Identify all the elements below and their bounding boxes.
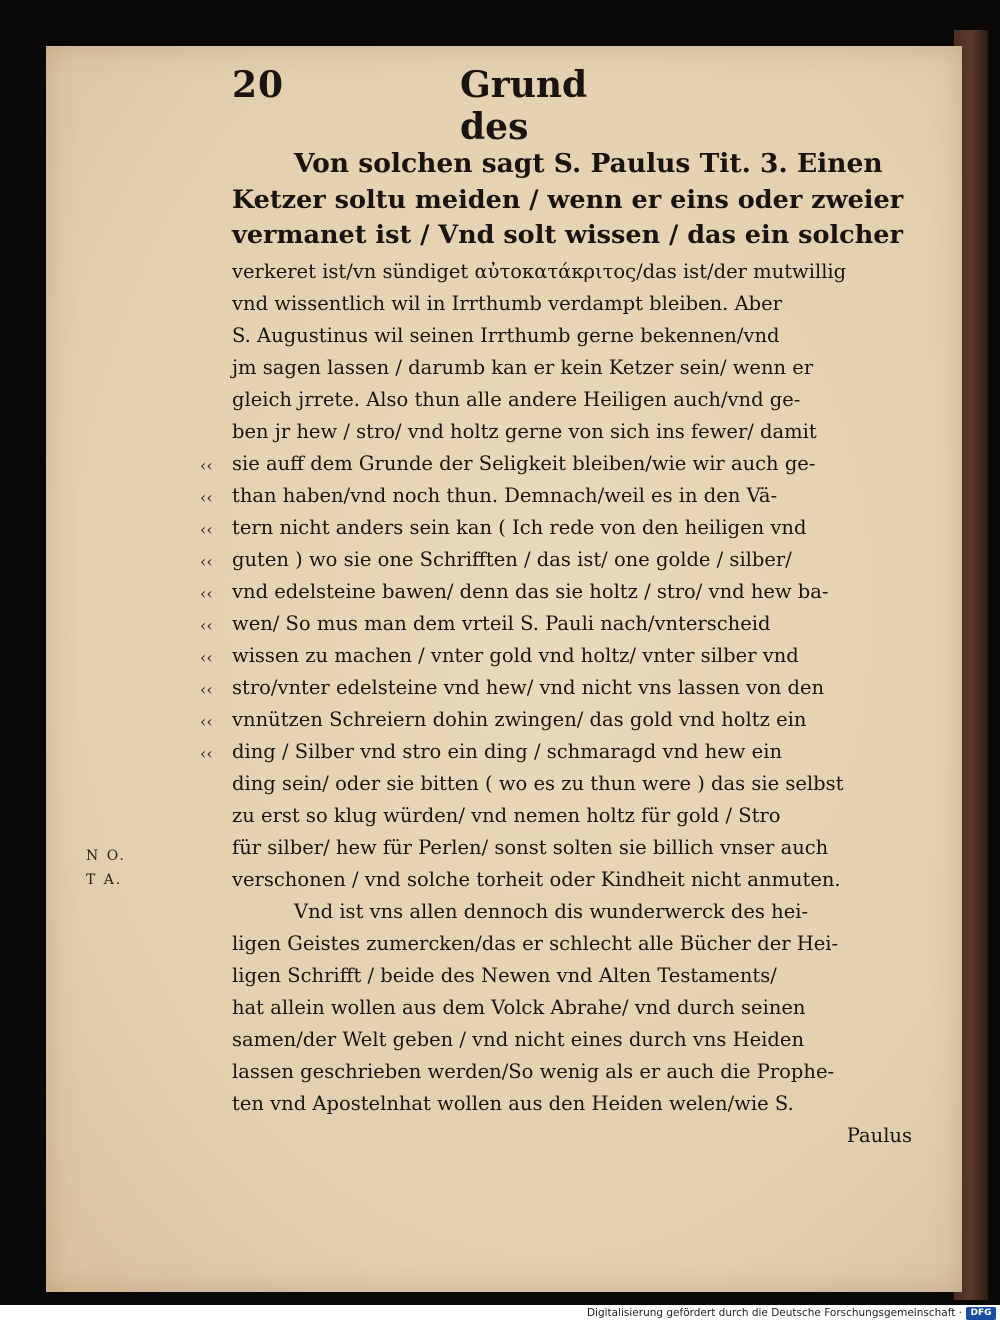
text-line: ligen Schrifft / beide des Newen vnd Alten Testaments/: [232, 964, 777, 987]
text-line: Vnd ist vns allen dennoch dis wunderwerck des hei-: [294, 900, 809, 923]
dfg-logo: DFG: [966, 1307, 996, 1320]
text-line: verkeret ist/vn sündiget αὐτοκατάκριτος/das ist/der mutwillig: [232, 260, 847, 283]
margin-quote-mark: ‹‹: [200, 712, 213, 731]
text-line: ben jr hew / stro/ vnd holtz gerne von sich ins fewer/ damit: [232, 420, 817, 443]
text-line: samen/der Welt geben / vnd nicht eines durch vns Heiden: [232, 1028, 805, 1051]
margin-quote-mark: ‹‹: [200, 520, 213, 539]
margin-quote-mark: ‹‹: [200, 552, 213, 571]
margin-quote-mark: ‹‹: [200, 456, 213, 475]
text-line: tern nicht anders sein kan ( Ich rede von den heiligen vnd: [232, 516, 807, 539]
text-line: vnd wissentlich wil in Irrthumb verdampt bleiben. Aber: [232, 292, 783, 315]
text-line: Von solchen sagt S. Paulus Tit. 3. Einen: [294, 148, 883, 179]
text-line: Ketzer soltu meiden / wenn er eins oder zweier: [232, 185, 904, 215]
text-line: than haben/vnd noch thun. Demnach/weil es in den Vä-: [232, 484, 778, 507]
text-line: stro/vnter edelsteine vnd hew/ vnd nicht vns lassen von den: [232, 676, 825, 699]
page-header: [232, 64, 632, 148]
margin-quote-mark: ‹‹: [200, 680, 213, 699]
running-head: Grund des: [460, 64, 588, 148]
text-line: zu erst so klug würden/ vnd nemen holtz für gold / Stro: [232, 804, 781, 827]
text-line: jm sagen lassen / darumb kan er kein Ketzer sein/ wenn er: [232, 356, 814, 379]
text-line: verschonen / vnd solche torheit oder Kindheit nicht anmuten.: [232, 868, 841, 891]
text-line: hat allein wollen aus dem Volck Abrahe/ vnd durch seinen: [232, 996, 806, 1019]
text-line: guten ) wo sie one Schrifften / das ist/ one golde / silber/: [232, 548, 792, 571]
text-line: ten vnd Apostelnhat wollen aus den Heiden welen/wie S.: [232, 1092, 794, 1115]
text-line: gleich jrrete. Also thun alle andere Heiligen auch/vnd ge-: [232, 388, 801, 411]
margin-note-line: N O.: [86, 848, 126, 864]
margin-quote-mark: ‹‹: [200, 488, 213, 507]
text-line: vnd edelsteine bawen/ denn das sie holtz / stro/ vnd hew ba-: [232, 580, 829, 603]
text-line: vermanet ist / Vnd solt wissen / das ein solcher: [232, 220, 903, 250]
page-number: 20: [232, 64, 285, 106]
text-line: sie auff dem Grunde der Seligkeit bleiben/wie wir auch ge-: [232, 452, 816, 475]
text-line: lassen geschrieben werden/So wenig als er auch die Prophe-: [232, 1060, 835, 1083]
text-line: ding / Silber vnd stro ein ding / schmaragd vnd hew ein: [232, 740, 783, 763]
text-line: ding sein/ oder sie bitten ( wo es zu thun were ) das sie selbst: [232, 772, 844, 795]
margin-note-line: T A.: [86, 872, 123, 888]
margin-quote-mark: ‹‹: [200, 744, 213, 763]
footer-bar: [0, 1305, 1000, 1323]
text-line: wen/ So mus man dem vrteil S. Pauli nach/vnterscheid: [232, 612, 771, 635]
text-line: wissen zu machen / vnter gold vnd holtz/ vnter silber vnd: [232, 644, 799, 667]
text-line: ligen Geistes zumercken/das er schlecht alle Bücher der Hei-: [232, 932, 839, 955]
margin-quote-mark: ‹‹: [200, 648, 213, 667]
funding-credit: Digitalisierung gefördert durch die Deutsche Forschungsgemeinschaft ·: [586, 1307, 962, 1319]
text-line: für silber/ hew für Perlen/ sonst solten sie billich vnser auch: [232, 836, 829, 859]
margin-quote-mark: ‹‹: [200, 584, 213, 603]
text-line: S. Augustinus wil seinen Irrthumb gerne bekennen/vnd: [232, 324, 780, 347]
margin-quote-mark: ‹‹: [200, 616, 213, 635]
catchword: Paulus: [846, 1124, 912, 1147]
margin-note: [86, 844, 126, 892]
text-line: vnnützen Schreiern dohin zwingen/ das gold vnd holtz ein: [232, 708, 807, 731]
